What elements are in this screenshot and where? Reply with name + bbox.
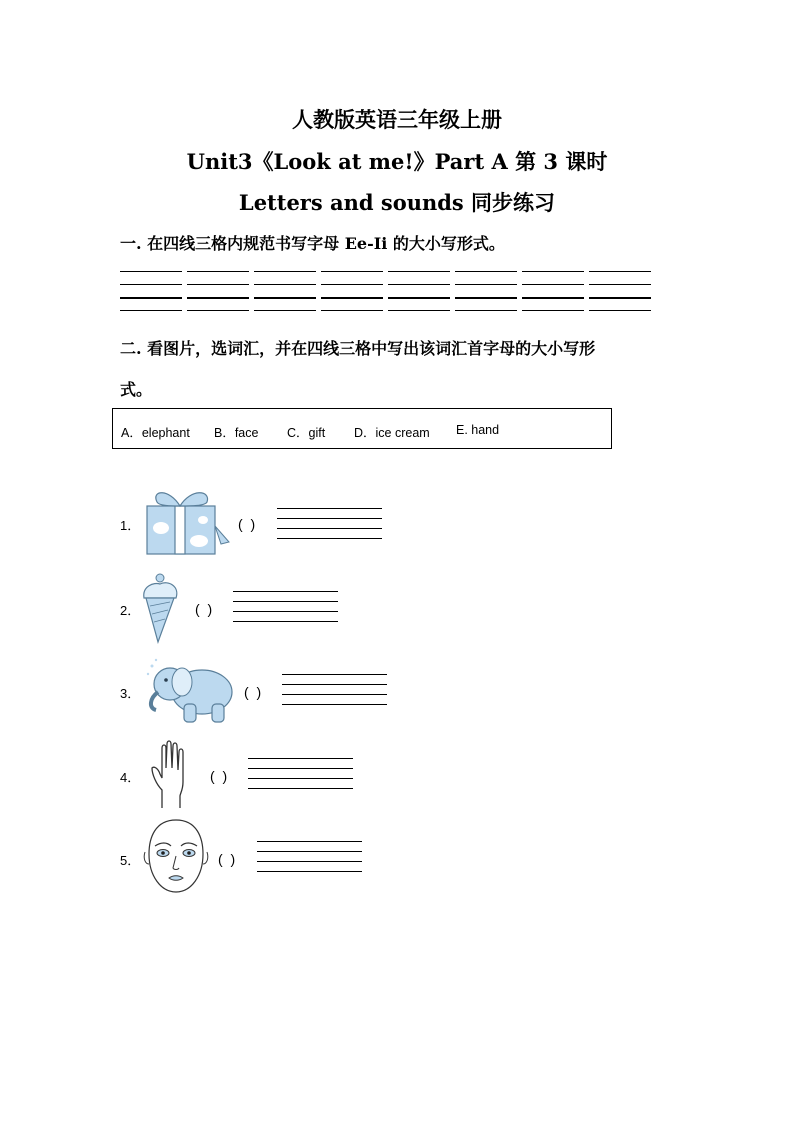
question-3-writing-lines[interactable] <box>282 674 387 708</box>
option-e: E. hand <box>456 423 500 437</box>
writing-line <box>120 310 182 311</box>
writing-line <box>187 271 249 272</box>
worksheet-title: 人教版英语三年级上册 <box>292 107 502 132</box>
section-2-instruction-cont: 式。 <box>120 380 153 399</box>
writing-line <box>388 271 450 272</box>
question-1-answer-paren[interactable]: ( ) <box>238 516 258 532</box>
writing-line-group[interactable] <box>388 271 450 311</box>
writing-line-group[interactable] <box>321 271 383 311</box>
writing-line <box>120 284 182 285</box>
writing-line <box>589 284 651 285</box>
option-a: A．elephant <box>121 426 190 440</box>
elephant-icon <box>144 652 236 726</box>
question-1-number: 1． <box>120 518 141 533</box>
writing-line <box>187 310 249 311</box>
writing-line <box>321 310 383 311</box>
question-2-writing-lines[interactable] <box>233 591 338 625</box>
question-4-answer-paren[interactable]: ( ) <box>210 768 230 784</box>
gift-icon <box>141 486 233 558</box>
writing-line <box>455 284 517 285</box>
question-5-answer-paren[interactable]: ( ) <box>218 851 238 867</box>
writing-line <box>589 271 651 272</box>
writing-line <box>388 310 450 311</box>
section-2-instruction: 二. 看图片，选词汇，并在四线三格中写出该词汇首字母的大小写形 <box>120 339 596 358</box>
writing-line <box>455 297 517 299</box>
writing-line-group[interactable] <box>120 271 182 311</box>
question-5-number: 5． <box>120 853 141 868</box>
writing-line <box>388 297 450 299</box>
writing-line-group[interactable] <box>522 271 584 311</box>
question-2-answer-paren[interactable]: ( ) <box>195 601 215 617</box>
word-options-box <box>112 408 612 449</box>
question-3-answer-paren[interactable]: ( ) <box>244 684 264 700</box>
writing-line <box>321 284 383 285</box>
ice-cream-icon <box>138 572 184 644</box>
hand-icon <box>150 738 192 810</box>
writing-line <box>120 271 182 272</box>
writing-line <box>187 284 249 285</box>
writing-line <box>522 297 584 299</box>
writing-line <box>254 310 316 311</box>
question-4-writing-lines[interactable] <box>248 758 353 792</box>
question-2-number: 2． <box>120 603 141 618</box>
writing-line <box>455 310 517 311</box>
question-3-number: 3． <box>120 686 141 701</box>
option-c: C．gift <box>287 426 326 440</box>
writing-line <box>522 271 584 272</box>
writing-line <box>254 271 316 272</box>
writing-line <box>388 284 450 285</box>
worksheet-unit-title: Unit3《Look at me!》Part A 第 3 课时 <box>186 149 608 174</box>
writing-line <box>522 284 584 285</box>
writing-line <box>321 297 383 299</box>
writing-line-group[interactable] <box>187 271 249 311</box>
question-5-writing-lines[interactable] <box>257 841 362 875</box>
question-4-number: 4． <box>120 770 141 785</box>
face-icon <box>143 818 209 896</box>
writing-line <box>321 271 383 272</box>
option-d: D．ice cream <box>354 426 430 440</box>
question-1-writing-lines[interactable] <box>277 508 382 542</box>
writing-line <box>254 297 316 299</box>
writing-line <box>522 310 584 311</box>
writing-line <box>254 284 316 285</box>
writing-line <box>589 297 651 299</box>
writing-line <box>455 271 517 272</box>
writing-line <box>187 297 249 299</box>
writing-line-group[interactable] <box>254 271 316 311</box>
writing-line <box>120 297 182 299</box>
option-b: B．face <box>214 426 259 440</box>
writing-line-group[interactable] <box>455 271 517 311</box>
section-1-instruction: 一. 在四线三格内规范书写字母 Ee-Ii 的大小写形式。 <box>120 234 505 253</box>
worksheet-subtitle: Letters and sounds 同步练习 <box>238 190 556 215</box>
writing-line <box>589 310 651 311</box>
writing-line-group[interactable] <box>589 271 651 311</box>
